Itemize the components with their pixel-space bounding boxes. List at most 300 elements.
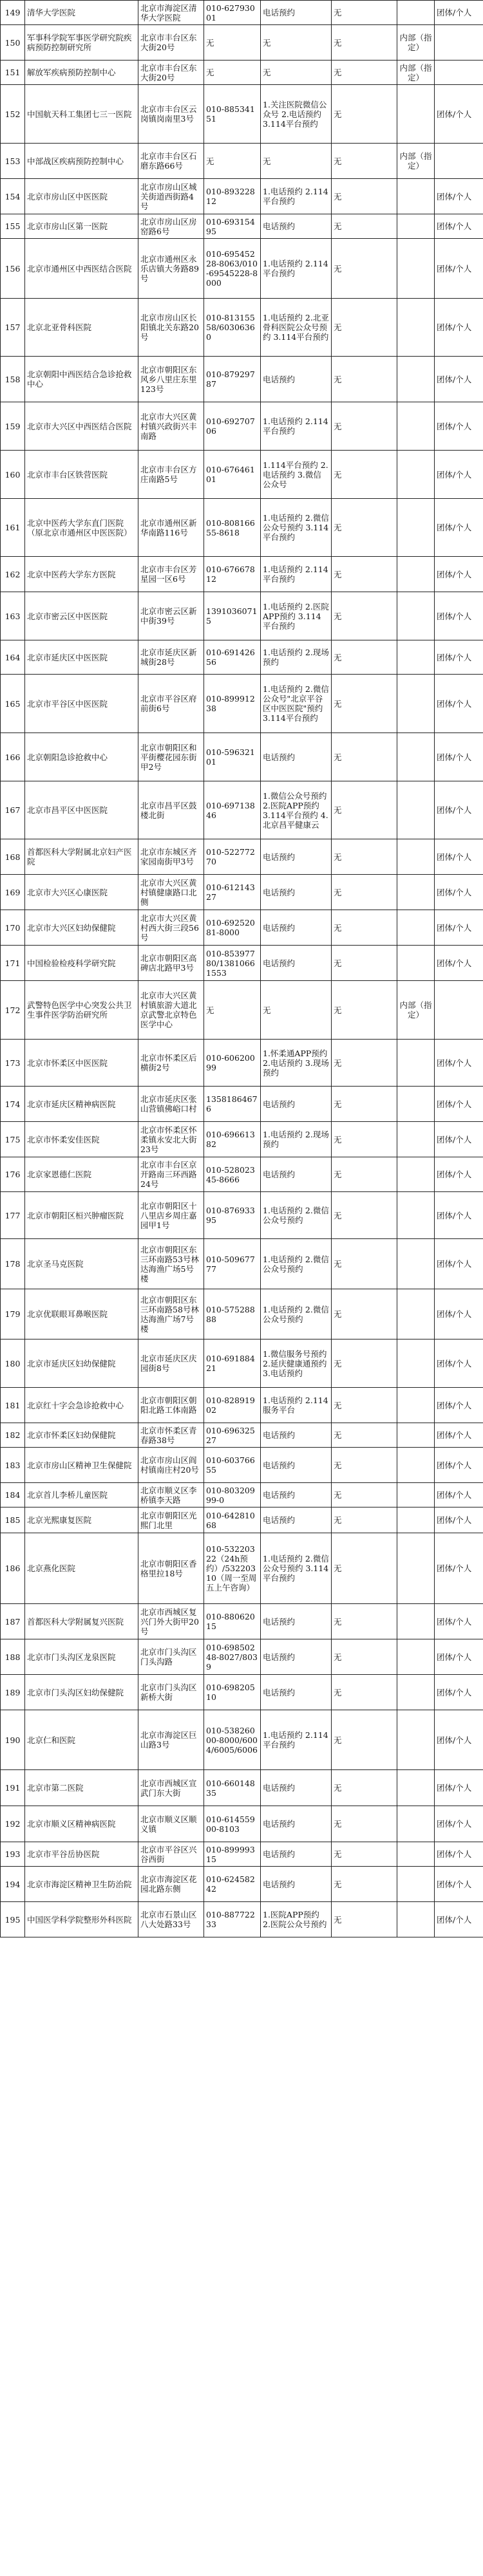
internal-note-cell bbox=[397, 214, 435, 239]
service-scope-cell: 团体/个人 bbox=[435, 1423, 483, 1448]
row-number-cell: 160 bbox=[1, 451, 25, 499]
row-number-cell: 163 bbox=[1, 592, 25, 640]
row-number-cell: 178 bbox=[1, 1239, 25, 1289]
hospital-name-cell: 北京市密云区中医医院 bbox=[25, 592, 138, 640]
hospital-name-cell: 北京家恩德仁医院 bbox=[25, 1157, 138, 1192]
service-scope-cell: 团体/个人 bbox=[435, 592, 483, 640]
table-row bbox=[1, 675, 483, 733]
internal-note-cell bbox=[397, 1604, 435, 1639]
table-row bbox=[1, 239, 483, 299]
service-scope-cell: 团体/个人 bbox=[435, 1675, 483, 1710]
hospital-name-cell: 中国航天科工集团七三一医院 bbox=[25, 85, 138, 144]
extra-info-cell: 无 bbox=[332, 981, 397, 1040]
address-cell: 北京市朝阳区东风乡八里庄东里123号 bbox=[138, 357, 204, 402]
table-row bbox=[1, 1806, 483, 1842]
service-scope-cell: 团体/个人 bbox=[435, 1639, 483, 1675]
hospital-name-cell: 北京优联眼耳鼻喉医院 bbox=[25, 1289, 138, 1339]
booking-method-cell: 电话预约 bbox=[261, 1604, 332, 1639]
extra-info-cell: 无 bbox=[332, 499, 397, 557]
table-row bbox=[1, 1122, 483, 1157]
extra-info-cell: 无 bbox=[332, 179, 397, 214]
table-row bbox=[1, 179, 483, 214]
booking-method-cell: 电话预约 bbox=[261, 1087, 332, 1122]
row-number-cell: 186 bbox=[1, 1533, 25, 1604]
internal-note-cell bbox=[397, 910, 435, 946]
extra-info-cell: 无 bbox=[332, 910, 397, 946]
address-cell: 北京市怀柔区青春路38号 bbox=[138, 1423, 204, 1448]
extra-info-cell: 无 bbox=[332, 451, 397, 499]
hospital-name-cell: 北京市海淀区精神卫生防治院 bbox=[25, 1867, 138, 1902]
address-cell: 北京市朝阳区光熙门北里 bbox=[138, 1507, 204, 1533]
phone-cell: 010-52277270 bbox=[204, 839, 261, 875]
table-row bbox=[1, 781, 483, 839]
table-row bbox=[1, 1639, 483, 1675]
service-scope-cell: 团体/个人 bbox=[435, 357, 483, 402]
extra-info-cell: 无 bbox=[332, 1, 397, 25]
hospital-name-cell: 北京市房山区精神卫生保健院 bbox=[25, 1448, 138, 1483]
extra-info-cell: 无 bbox=[332, 1289, 397, 1339]
booking-method-cell: 1.114平台预约 2.电话预约 3.微信公众号 bbox=[261, 451, 332, 499]
row-number-cell: 167 bbox=[1, 781, 25, 839]
phone-cell: 010-69850248-8027/8039 bbox=[204, 1639, 261, 1675]
address-cell: 北京市怀柔区后横街2号 bbox=[138, 1040, 204, 1087]
table-row bbox=[1, 1604, 483, 1639]
address-cell: 北京市房山区城关街道西街路4号 bbox=[138, 179, 204, 214]
internal-note-cell bbox=[397, 1192, 435, 1239]
address-cell: 北京市朝阳区香格里拉18号 bbox=[138, 1533, 204, 1604]
address-cell: 北京市延庆区庆园街8号 bbox=[138, 1339, 204, 1388]
extra-info-cell: 无 bbox=[332, 299, 397, 357]
booking-method-cell: 电话预约 bbox=[261, 946, 332, 981]
address-cell: 北京市海淀区花园北路东侧 bbox=[138, 1867, 204, 1902]
extra-info-cell: 无 bbox=[332, 1867, 397, 1902]
booking-method-cell: 电话预约 bbox=[261, 1, 332, 25]
hospital-name-cell: 北京市顺义区精神病医院 bbox=[25, 1806, 138, 1842]
internal-note-cell bbox=[397, 1339, 435, 1388]
extra-info-cell: 无 bbox=[332, 61, 397, 85]
service-scope-cell: 团体/个人 bbox=[435, 1533, 483, 1604]
internal-note-cell bbox=[397, 85, 435, 144]
extra-info-cell: 无 bbox=[332, 1639, 397, 1675]
row-number-cell: 193 bbox=[1, 1842, 25, 1867]
address-cell: 北京市房山区长阳镇北关东路20号 bbox=[138, 299, 204, 357]
address-cell: 北京市平谷区兴谷西街 bbox=[138, 1842, 204, 1867]
table-row bbox=[1, 299, 483, 357]
row-number-cell: 170 bbox=[1, 910, 25, 946]
extra-info-cell: 无 bbox=[332, 675, 397, 733]
phone-cell: 010-61214327 bbox=[204, 875, 261, 910]
hospital-name-cell: 首都医科大学附属北京妇产医院 bbox=[25, 839, 138, 875]
internal-note-cell bbox=[397, 592, 435, 640]
service-scope-cell: 团体/个人 bbox=[435, 733, 483, 781]
service-scope-cell: 团体/个人 bbox=[435, 781, 483, 839]
row-number-cell: 174 bbox=[1, 1087, 25, 1122]
row-number-cell: 171 bbox=[1, 946, 25, 981]
table-row bbox=[1, 557, 483, 592]
service-scope-cell: 团体/个人 bbox=[435, 1087, 483, 1122]
booking-method-cell: 1.电话预约 2.114服务平台 bbox=[261, 1388, 332, 1423]
service-scope-cell: 团体/个人 bbox=[435, 875, 483, 910]
address-cell: 北京市丰台区芳星园一区6号 bbox=[138, 557, 204, 592]
extra-info-cell: 无 bbox=[332, 1533, 397, 1604]
table-row bbox=[1, 1710, 483, 1770]
address-cell: 北京市朝阳区朝阳北路工体南路 bbox=[138, 1388, 204, 1423]
table-row bbox=[1, 1, 483, 25]
service-scope-cell: 团体/个人 bbox=[435, 85, 483, 144]
service-scope-cell bbox=[435, 144, 483, 179]
internal-note-cell bbox=[397, 1639, 435, 1675]
hospital-name-cell: 北京北亚骨科医院 bbox=[25, 299, 138, 357]
address-cell: 北京市房山区房窑路6号 bbox=[138, 214, 204, 239]
hospital-name-cell: 北京中医药大学东方医院 bbox=[25, 557, 138, 592]
hospital-name-cell: 北京市通州区中西医结合医院 bbox=[25, 239, 138, 299]
service-scope-cell: 团体/个人 bbox=[435, 1289, 483, 1339]
booking-method-cell: 1.电话预约 2.微信公众号"北京平谷区中医医院"预约 3.114平台预约 bbox=[261, 675, 332, 733]
table-row bbox=[1, 144, 483, 179]
internal-note-cell bbox=[397, 1483, 435, 1507]
extra-info-cell: 无 bbox=[332, 357, 397, 402]
hospital-name-cell: 北京仁和医院 bbox=[25, 1710, 138, 1770]
booking-method-cell: 1.电话预约 2.114平台预约 bbox=[261, 179, 332, 214]
hospital-name-cell: 北京光熙康复医院 bbox=[25, 1507, 138, 1533]
address-cell: 北京市朝阳区十八里店乡周庄嘉园甲1号 bbox=[138, 1192, 204, 1239]
phone-cell: 010-69820510 bbox=[204, 1675, 261, 1710]
extra-info-cell: 无 bbox=[332, 1388, 397, 1423]
phone-cell: 010-62458242 bbox=[204, 1867, 261, 1902]
service-scope-cell: 团体/个人 bbox=[435, 675, 483, 733]
internal-note-cell: 内部（指定） bbox=[397, 981, 435, 1040]
address-cell: 北京市丰台区石磨东路66号 bbox=[138, 144, 204, 179]
address-cell: 北京市朝阳区东三环南路53号林达海渔广场5号楼 bbox=[138, 1239, 204, 1289]
phone-cell: 010-59632101 bbox=[204, 733, 261, 781]
table-row bbox=[1, 839, 483, 875]
hospital-name-cell: 北京市门头沟区妇幼保健院 bbox=[25, 1675, 138, 1710]
phone-cell: 010-80320999-0 bbox=[204, 1483, 261, 1507]
booking-method-cell: 1.医院APP预约 2.医院公众号预约 bbox=[261, 1902, 332, 1937]
row-number-cell: 175 bbox=[1, 1122, 25, 1157]
service-scope-cell: 团体/个人 bbox=[435, 946, 483, 981]
extra-info-cell: 无 bbox=[332, 1507, 397, 1533]
booking-method-cell: 电话预约 bbox=[261, 1423, 332, 1448]
service-scope-cell: 团体/个人 bbox=[435, 402, 483, 451]
service-scope-cell: 团体/个人 bbox=[435, 239, 483, 299]
phone-cell: 010-60376655 bbox=[204, 1448, 261, 1483]
extra-info-cell: 无 bbox=[332, 1842, 397, 1867]
service-scope-cell: 团体/个人 bbox=[435, 451, 483, 499]
internal-note-cell: 内部（指定） bbox=[397, 25, 435, 61]
table-row bbox=[1, 499, 483, 557]
table-row bbox=[1, 1239, 483, 1289]
hospital-name-cell: 北京市怀柔区中医医院 bbox=[25, 1040, 138, 1087]
service-scope-cell: 团体/个人 bbox=[435, 640, 483, 675]
row-number-cell: 180 bbox=[1, 1339, 25, 1388]
internal-note-cell bbox=[397, 1157, 435, 1192]
address-cell: 北京市昌平区鼓楼北街 bbox=[138, 781, 204, 839]
extra-info-cell: 无 bbox=[332, 144, 397, 179]
phone-cell: 010-82891902 bbox=[204, 1388, 261, 1423]
service-scope-cell: 团体/个人 bbox=[435, 910, 483, 946]
table-row bbox=[1, 1533, 483, 1604]
internal-note-cell bbox=[397, 1, 435, 25]
row-number-cell: 179 bbox=[1, 1289, 25, 1339]
internal-note-cell bbox=[397, 1710, 435, 1770]
service-scope-cell bbox=[435, 25, 483, 61]
address-cell: 北京市朝阳区高碑店北路甲3号 bbox=[138, 946, 204, 981]
hospital-name-cell: 北京市大兴区妇幼保健院 bbox=[25, 910, 138, 946]
booking-method-cell: 1.微信服务号预约 2.延庆健康通预约 3.电话预约 bbox=[261, 1339, 332, 1388]
service-scope-cell: 团体/个人 bbox=[435, 1339, 483, 1388]
hospital-name-cell: 北京市平谷区中医医院 bbox=[25, 675, 138, 733]
extra-info-cell: 无 bbox=[332, 1339, 397, 1388]
phone-cell: 010-85397780/13810661553 bbox=[204, 946, 261, 981]
hospital-name-cell: 北京市朝阳区桓兴肿瘤医院 bbox=[25, 1192, 138, 1239]
phone-cell: 010-67667812 bbox=[204, 557, 261, 592]
address-cell: 北京市延庆区新城街28号 bbox=[138, 640, 204, 675]
phone-cell: 无 bbox=[204, 61, 261, 85]
phone-cell: 010-81315558/6030636​0 bbox=[204, 299, 261, 357]
hospital-name-cell: 中部战区疾病预防控制中心 bbox=[25, 144, 138, 179]
booking-method-cell: 无 bbox=[261, 61, 332, 85]
row-number-cell: 192 bbox=[1, 1806, 25, 1842]
booking-method-cell: 电话预约 bbox=[261, 733, 332, 781]
table-row bbox=[1, 402, 483, 451]
hospital-name-cell: 军事科学院军事医学研究院疾病预防控制研究所 bbox=[25, 25, 138, 61]
hospital-name-cell: 北京朝阳急诊抢救中心 bbox=[25, 733, 138, 781]
hospital-name-cell: 北京红十字会急诊抢救中心 bbox=[25, 1388, 138, 1423]
address-cell: 北京市西城区宣武门东大街 bbox=[138, 1770, 204, 1806]
row-number-cell: 157 bbox=[1, 299, 25, 357]
row-number-cell: 173 bbox=[1, 1040, 25, 1087]
phone-cell: 010-89991238 bbox=[204, 675, 261, 733]
internal-note-cell bbox=[397, 1388, 435, 1423]
row-number-cell: 184 bbox=[1, 1483, 25, 1507]
row-number-cell: 185 bbox=[1, 1507, 25, 1533]
service-scope-cell: 团体/个人 bbox=[435, 1192, 483, 1239]
address-cell: 北京市东城区齐家园南街甲3号 bbox=[138, 839, 204, 875]
booking-method-cell: 电话预约 bbox=[261, 1867, 332, 1902]
phone-cell: 13581864676 bbox=[204, 1087, 261, 1122]
internal-note-cell bbox=[397, 1087, 435, 1122]
booking-method-cell: 1.关注医院微信公众号 2.电话预约 3.114平台预约 bbox=[261, 85, 332, 144]
booking-method-cell: 1.微信公众号预约 2.医院APP预约 3.114平台预约 4.北京昌平健康云 bbox=[261, 781, 332, 839]
extra-info-cell: 无 bbox=[332, 239, 397, 299]
address-cell: 北京市大兴区黄村镇兴政街兴丰南路 bbox=[138, 402, 204, 451]
extra-info-cell: 无 bbox=[332, 1902, 397, 1937]
service-scope-cell: 团体/个人 bbox=[435, 1604, 483, 1639]
hospital-name-cell: 北京市延庆区精神病医院 bbox=[25, 1087, 138, 1122]
phone-cell: 010-89999315 bbox=[204, 1842, 261, 1867]
row-number-cell: 149 bbox=[1, 1, 25, 25]
address-cell: 北京市房山区阎村镇南庄村20号 bbox=[138, 1448, 204, 1483]
hospital-name-cell: 中国检验检疫科学研究院 bbox=[25, 946, 138, 981]
phone-cell: 010-69252081-8000 bbox=[204, 910, 261, 946]
extra-info-cell: 无 bbox=[332, 25, 397, 61]
address-cell: 北京市丰台区东大街20号 bbox=[138, 61, 204, 85]
hospital-name-cell: 北京市延庆区妇幼保健院 bbox=[25, 1339, 138, 1388]
hospital-name-cell: 北京市大兴区中西医结合医院 bbox=[25, 402, 138, 451]
table-row bbox=[1, 592, 483, 640]
extra-info-cell: 无 bbox=[332, 781, 397, 839]
address-cell: 北京市门头沟区新桥大街 bbox=[138, 1675, 204, 1710]
address-cell: 北京市顺义区李桥镇李天路 bbox=[138, 1483, 204, 1507]
booking-method-cell: 1.电话预约 2.微信公众号预约 3.114平台预约 bbox=[261, 499, 332, 557]
service-scope-cell: 团体/个人 bbox=[435, 1040, 483, 1087]
booking-method-cell: 电话预约 bbox=[261, 1770, 332, 1806]
booking-method-cell: 电话预约 bbox=[261, 1639, 332, 1675]
service-scope-cell: 团体/个人 bbox=[435, 1483, 483, 1507]
booking-method-cell: 1.电话预约 2.现场预约 bbox=[261, 640, 332, 675]
internal-note-cell bbox=[397, 1902, 435, 1937]
booking-method-cell: 电话预约 bbox=[261, 875, 332, 910]
row-number-cell: 190 bbox=[1, 1710, 25, 1770]
service-scope-cell: 团体/个人 bbox=[435, 1, 483, 25]
phone-cell: 010-69661382 bbox=[204, 1122, 261, 1157]
internal-note-cell bbox=[397, 1040, 435, 1087]
internal-note-cell bbox=[397, 179, 435, 214]
table-row bbox=[1, 1770, 483, 1806]
row-number-cell: 155 bbox=[1, 214, 25, 239]
table-row bbox=[1, 1388, 483, 1423]
phone-cell: 010-69188421 bbox=[204, 1339, 261, 1388]
internal-note-cell bbox=[397, 1507, 435, 1533]
internal-note-cell: 内部（指定） bbox=[397, 144, 435, 179]
row-number-cell: 150 bbox=[1, 25, 25, 61]
internal-note-cell bbox=[397, 239, 435, 299]
table-row bbox=[1, 85, 483, 144]
hospital-name-cell: 北京市昌平区中医医院 bbox=[25, 781, 138, 839]
extra-info-cell: 无 bbox=[332, 1483, 397, 1507]
table-row bbox=[1, 1507, 483, 1533]
internal-note-cell bbox=[397, 1770, 435, 1806]
booking-method-cell: 电话预约 bbox=[261, 1806, 332, 1842]
row-number-cell: 172 bbox=[1, 981, 25, 1040]
service-scope-cell: 团体/个人 bbox=[435, 1902, 483, 1937]
phone-cell: 无 bbox=[204, 981, 261, 1040]
internal-note-cell: 内部（指定） bbox=[397, 61, 435, 85]
internal-note-cell bbox=[397, 1423, 435, 1448]
service-scope-cell: 团体/个人 bbox=[435, 839, 483, 875]
phone-cell: 010-66014835 bbox=[204, 1770, 261, 1806]
hospital-name-cell: 中国医学科学院整形外科医院 bbox=[25, 1902, 138, 1937]
booking-method-cell: 无 bbox=[261, 981, 332, 1040]
table-row bbox=[1, 946, 483, 981]
phone-cell: 无 bbox=[204, 25, 261, 61]
booking-method-cell: 无 bbox=[261, 25, 332, 61]
extra-info-cell: 无 bbox=[332, 1710, 397, 1770]
table-row bbox=[1, 1675, 483, 1710]
hospital-name-cell: 首都医科大学附属复兴医院 bbox=[25, 1604, 138, 1639]
booking-method-cell: 1.电话预约 2.114平台预约 bbox=[261, 402, 332, 451]
phone-cell: 010-87929787 bbox=[204, 357, 261, 402]
table-row bbox=[1, 1423, 483, 1448]
hospital-name-cell: 北京中医药大学东直门医院（原北京市通州区中医医院） bbox=[25, 499, 138, 557]
address-cell: 北京市海淀区巨山路3号 bbox=[138, 1710, 204, 1770]
hospital-name-cell: 北京市丰台区铁营医院 bbox=[25, 451, 138, 499]
row-number-cell: 183 bbox=[1, 1448, 25, 1483]
extra-info-cell: 无 bbox=[332, 1239, 397, 1289]
extra-info-cell: 无 bbox=[332, 1040, 397, 1087]
service-scope-cell: 团体/个人 bbox=[435, 499, 483, 557]
service-scope-cell: 团体/个人 bbox=[435, 1806, 483, 1842]
phone-cell: 010-69142656 bbox=[204, 640, 261, 675]
booking-method-cell: 1.电话预约 2.微信公众号预约 bbox=[261, 1289, 332, 1339]
booking-method-cell: 1.电话预约 2.医院APP预约 3.114平台预约 bbox=[261, 592, 332, 640]
internal-note-cell bbox=[397, 557, 435, 592]
phone-cell: 010-87693395 bbox=[204, 1192, 261, 1239]
hospital-name-cell: 北京市怀柔区妇幼保健院 bbox=[25, 1423, 138, 1448]
internal-note-cell bbox=[397, 499, 435, 557]
extra-info-cell: 无 bbox=[332, 1675, 397, 1710]
row-number-cell: 159 bbox=[1, 402, 25, 451]
table-body bbox=[1, 1, 483, 1937]
address-cell: 北京市朝阳区和平街樱花园东街甲2号 bbox=[138, 733, 204, 781]
table-row bbox=[1, 1157, 483, 1192]
extra-info-cell: 无 bbox=[332, 733, 397, 781]
table-row bbox=[1, 1842, 483, 1867]
row-number-cell: 168 bbox=[1, 839, 25, 875]
hospital-name-cell: 北京市房山区第一医院 bbox=[25, 214, 138, 239]
address-cell: 北京市顺义区顺义镇 bbox=[138, 1806, 204, 1842]
booking-method-cell: 1.电话预约 2.北亚骨科医院公众号预约 3.114平台预约 bbox=[261, 299, 332, 357]
hospital-name-cell: 北京圣马克医院 bbox=[25, 1239, 138, 1289]
hospital-name-cell: 北京市房山区中医医院 bbox=[25, 179, 138, 214]
service-scope-cell: 团体/个人 bbox=[435, 1867, 483, 1902]
extra-info-cell: 无 bbox=[332, 1157, 397, 1192]
extra-info-cell: 无 bbox=[332, 1122, 397, 1157]
internal-note-cell bbox=[397, 1675, 435, 1710]
internal-note-cell bbox=[397, 451, 435, 499]
phone-cell: 010-88062015 bbox=[204, 1604, 261, 1639]
table-row bbox=[1, 61, 483, 85]
booking-method-cell: 电话预约 bbox=[261, 1507, 332, 1533]
booking-method-cell: 1.电话预约 2.微信公众号预约 bbox=[261, 1239, 332, 1289]
row-number-cell: 176 bbox=[1, 1157, 25, 1192]
extra-info-cell: 无 bbox=[332, 946, 397, 981]
service-scope-cell: 团体/个人 bbox=[435, 1507, 483, 1533]
extra-info-cell: 无 bbox=[332, 1448, 397, 1483]
table-row bbox=[1, 981, 483, 1040]
address-cell: 北京市西城区复兴门外大街甲20号 bbox=[138, 1604, 204, 1639]
table-row bbox=[1, 1448, 483, 1483]
service-scope-cell bbox=[435, 981, 483, 1040]
booking-method-cell: 1.电话预约 2.现场预约 bbox=[261, 1122, 332, 1157]
row-number-cell: 188 bbox=[1, 1639, 25, 1675]
address-cell: 北京市丰台区方庄南路5号 bbox=[138, 451, 204, 499]
row-number-cell: 191 bbox=[1, 1770, 25, 1806]
row-number-cell: 182 bbox=[1, 1423, 25, 1448]
hospital-name-cell: 北京朝阳中西医结合急诊抢救中心 bbox=[25, 357, 138, 402]
internal-note-cell bbox=[397, 946, 435, 981]
booking-method-cell: 1.电话预约 2.114平台预约 bbox=[261, 1710, 332, 1770]
address-cell: 北京市通州区永乐店镇大务路89号 bbox=[138, 239, 204, 299]
phone-cell: 010-69545228-8063/010-69545228-8000 bbox=[204, 239, 261, 299]
extra-info-cell: 无 bbox=[332, 640, 397, 675]
internal-note-cell bbox=[397, 875, 435, 910]
address-cell: 北京市丰台区云岗镇岗南里3号 bbox=[138, 85, 204, 144]
table-row bbox=[1, 1192, 483, 1239]
extra-info-cell: 无 bbox=[332, 1806, 397, 1842]
phone-cell: 010-69315495 bbox=[204, 214, 261, 239]
address-cell: 北京市丰台区东大街20号 bbox=[138, 25, 204, 61]
service-scope-cell: 团体/个人 bbox=[435, 1239, 483, 1289]
internal-note-cell bbox=[397, 1867, 435, 1902]
hospital-name-cell: 北京市延庆区中医医院 bbox=[25, 640, 138, 675]
row-number-cell: 195 bbox=[1, 1902, 25, 1937]
internal-note-cell bbox=[397, 640, 435, 675]
row-number-cell: 194 bbox=[1, 1867, 25, 1902]
service-scope-cell: 团体/个人 bbox=[435, 1122, 483, 1157]
phone-cell: 010-64281068 bbox=[204, 1507, 261, 1533]
